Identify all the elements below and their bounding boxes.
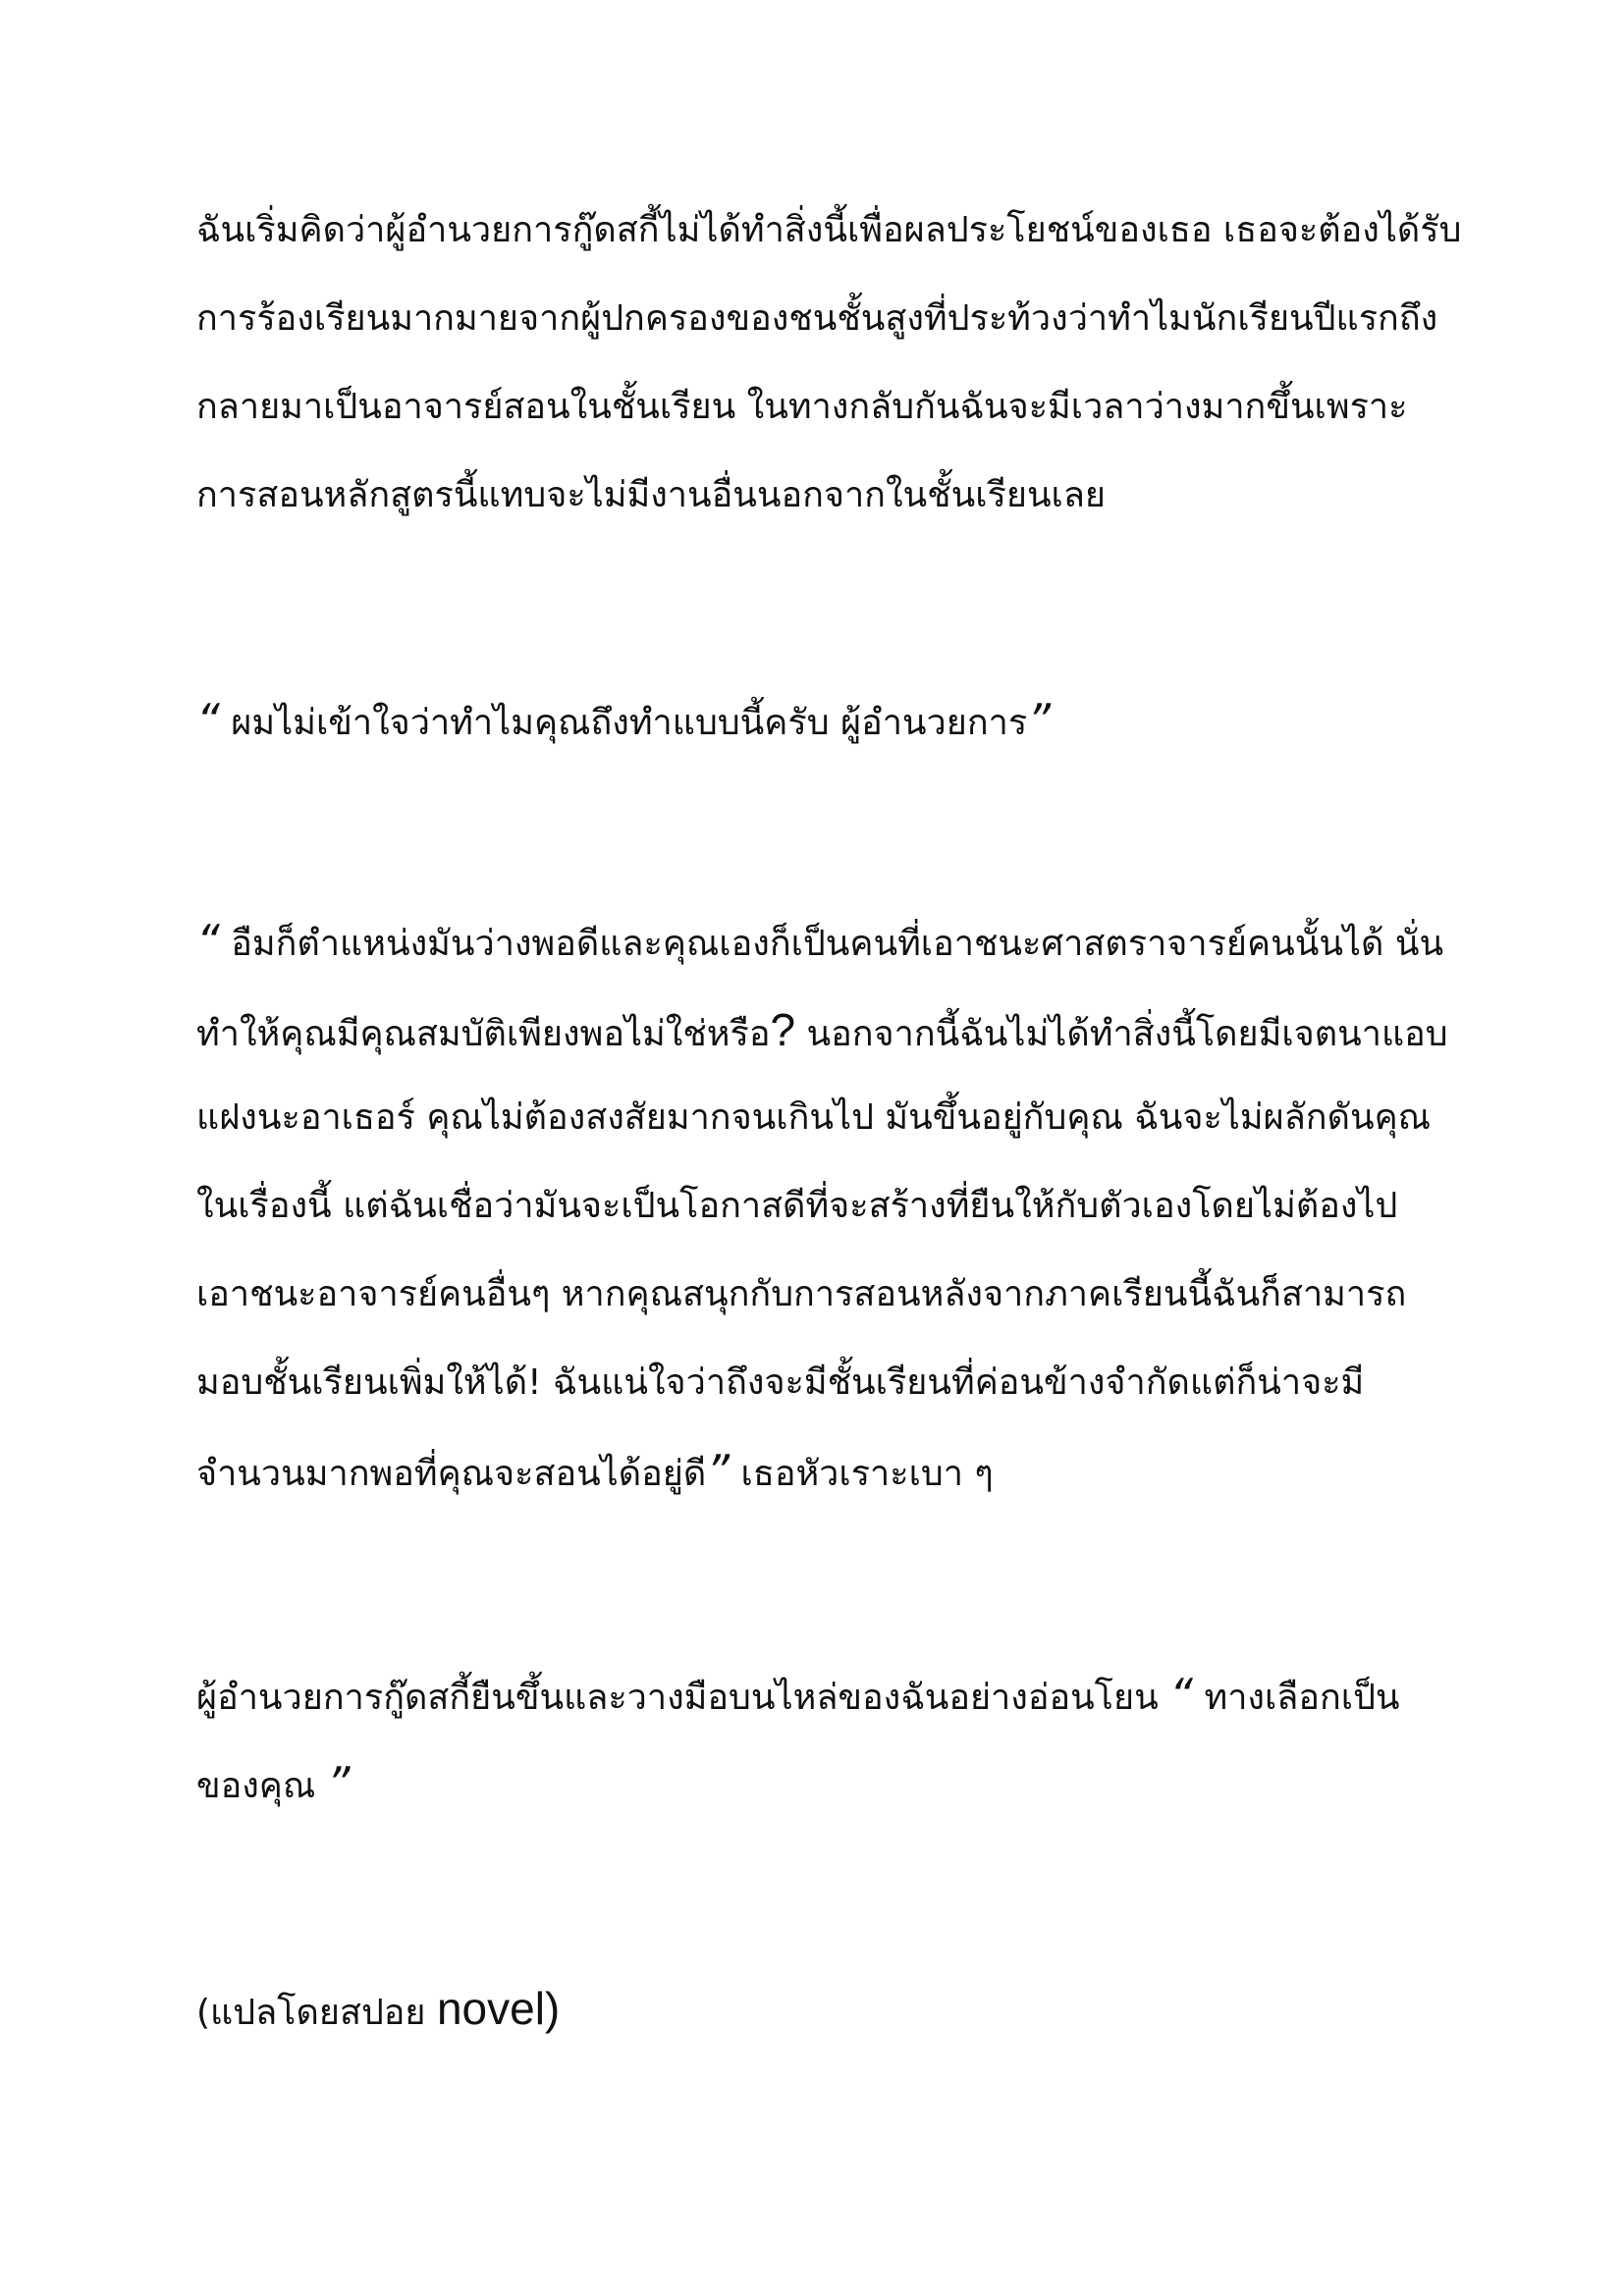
- question-mark: ?: [770, 1004, 796, 1055]
- paragraph-3-line-5: เอาชนะอาจารย์คนอื่นๆ หากคุณสนุกกับการสอนหลังจากภาคเรียนนี้ฉันก็สามารถ: [196, 1274, 1407, 1314]
- dialogue-1-text: ผมไม่เข้าใจว่าทำไมคุณถึงทำแบบนี้ครับ ผู้อำนวยการ: [219, 703, 1028, 743]
- dialogue-1: [196, 694, 1052, 747]
- paragraph-3-line-7-text-a: จำนวนมากพอที่คุณจะสอนได้อยู่ดี: [196, 1454, 707, 1494]
- paragraph-3-line-2: [196, 1006, 1448, 1058]
- paragraph-3-line-6: มอบชั้นเรียนเพิ่มให้ได้! ฉันแน่ใจว่าถึงจะมีชั้นเรียนที่ค่อนข้างจำกัดแต่ก็น่าจะมี: [196, 1362, 1365, 1403]
- paragraph-1-line-2: การร้องเรียนมากมายจากผู้ปกครองของชนชั้นสูงที่ประท้วงว่าทำไมนักเรียนปีแรกถึง: [196, 298, 1438, 339]
- open-quote: “: [196, 915, 220, 968]
- paragraph-1-line-1: ฉันเริ่มคิดว่าผู้อำนวยการกู๊ดสกี้ไม่ได้ทำสิ่งนี้เพื่อผลประโยชน์ของเธอ เธอจะต้องได้รับ: [196, 210, 1462, 250]
- paragraph-3-line-3: แฝงนะอาเธอร์ คุณไม่ต้องสงสัยมากจนเกินไป มันขึ้นอยู่กับคุณ ฉันจะไม่ผลักดันคุณ: [196, 1097, 1432, 1138]
- open-quote: “: [1169, 1669, 1194, 1722]
- paragraph-3-line-2-text-a: ทำให้คุณมีคุณสมบัติเพียงพอไม่ใช่หรือ: [196, 1014, 771, 1054]
- paragraph-3-line-1: [196, 915, 1444, 968]
- close-quote: ”: [706, 1445, 731, 1498]
- close-quote: ”: [1027, 694, 1052, 747]
- paragraph-3-line-1-text: อืมก็ตำแหน่งมันว่างพอดีและคุณเองก็เป็นคนที่เอาชนะศาสตราจารย์คนนั้นได้ นั่น: [219, 924, 1444, 964]
- credit-prefix: (แปลโดยสปอย: [196, 1993, 437, 2033]
- paragraph-4-line-1-text-a: ผู้อำนวยการกู๊ดสกี้ยืนขึ้นและวางมือบนไหล่ของฉันอย่างอ่อนโยน: [196, 1678, 1170, 1718]
- paragraph-3-line-2-text-b: นอกจากนี้ฉันไม่ได้ทำสิ่งนี้โดยมีเจตนาแอบ: [795, 1014, 1448, 1054]
- paragraph-3-line-7: [196, 1445, 994, 1498]
- credit-name: novel): [436, 1983, 561, 2034]
- paragraph-4-line-2-text: ของคุณ: [196, 1766, 327, 1806]
- paragraph-4-line-2: [196, 1757, 351, 1810]
- translator-credit: [196, 1985, 560, 2037]
- paragraph-1-line-3: กลายมาเป็นอาจารย์สอนในชั้นเรียน ในทางกลับกันฉันจะมีเวลาว่างมากขึ้นเพราะ: [196, 387, 1408, 427]
- close-quote: ”: [326, 1757, 351, 1810]
- open-quote: “: [196, 694, 220, 747]
- paragraph-3-line-4: ในเรื่องนี้ แต่ฉันเชื่อว่ามันจะเป็นโอกาสดีที่จะสร้างที่ยืนให้กับตัวเองโดยไม่ต้องไป: [196, 1186, 1398, 1226]
- paragraph-4-line-1: [196, 1669, 1400, 1722]
- paragraph-1-line-4: การสอนหลักสูตรนี้แทบจะไม่มีงานอื่นนอกจากในชั้นเรียนเลย: [196, 475, 1107, 515]
- paragraph-3-line-7-text-b: เธอหัวเราะเบา ๆ: [730, 1454, 994, 1494]
- paragraph-4-line-1-text-b: ทางเลือกเป็น: [1193, 1678, 1400, 1718]
